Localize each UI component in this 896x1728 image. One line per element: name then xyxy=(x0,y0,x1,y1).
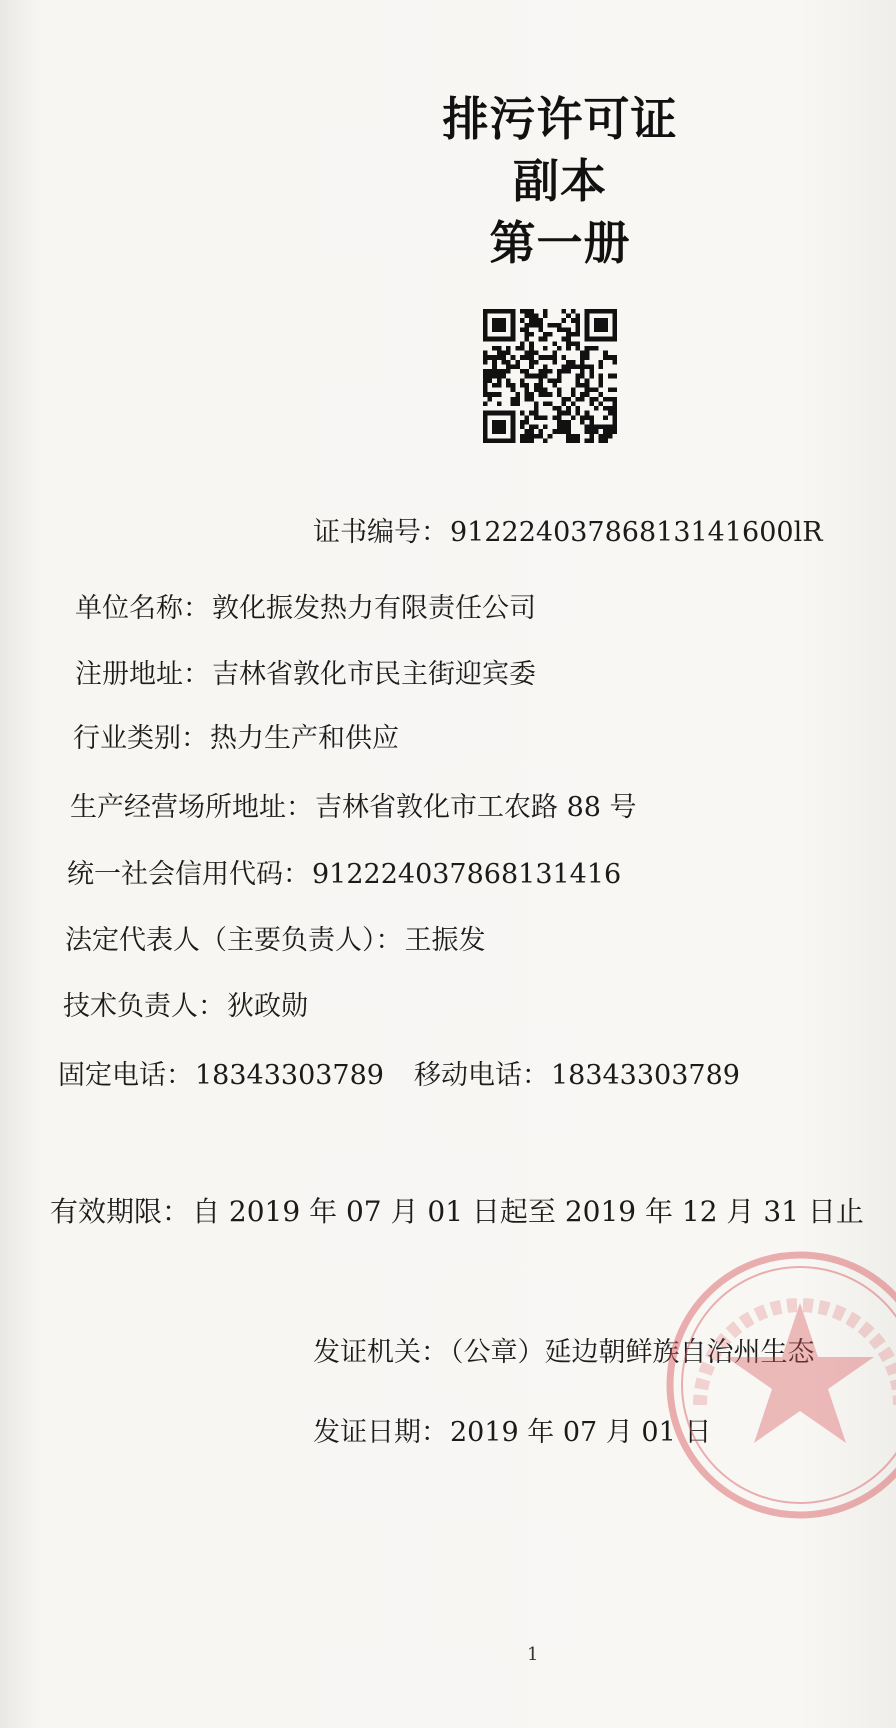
document-title xyxy=(410,88,710,274)
fixed-phone-label: 固定电话： xyxy=(58,1060,193,1091)
validity-value: 自 2019 年 07 月 01 日起至 2019 年 12 月 31 日止 xyxy=(192,1195,864,1228)
official-seal-icon xyxy=(660,1245,896,1525)
site-address-value: 吉林省敦化市工农路 88 号 xyxy=(315,792,637,823)
registered-address-label: 注册地址： xyxy=(75,659,210,690)
certificate-number-value: 91222403786813141600lR xyxy=(450,517,823,548)
issue-date-row xyxy=(313,1410,711,1449)
mobile-phone-value: 18343303789 xyxy=(550,1060,740,1091)
phone-row xyxy=(58,1053,740,1092)
certificate-number-label: 证书编号： xyxy=(313,517,448,548)
credit-code-value: 912224037868131416 xyxy=(312,859,622,890)
registered-address-value: 吉林省敦化市民主街迎宾委 xyxy=(212,659,536,690)
technical-lead-label: 技术负责人： xyxy=(63,991,225,1022)
validity-row xyxy=(50,1190,864,1230)
unit-name-label: 单位名称： xyxy=(75,593,210,624)
title-line-3: 第一册 xyxy=(489,216,631,270)
issue-date-label: 发证日期： xyxy=(313,1417,448,1448)
issuer-value: （公章）延边朝鲜族自治州生态 xyxy=(450,1337,815,1368)
certificate-number-row xyxy=(313,510,823,549)
legal-representative-row xyxy=(65,918,486,957)
unit-name-row xyxy=(75,586,536,625)
title-line-1: 排污许可证 xyxy=(442,92,678,146)
industry-value: 热力生产和供应 xyxy=(210,723,399,754)
issuer-label: 发证机关： xyxy=(313,1337,448,1368)
validity-label: 有效期限： xyxy=(50,1195,191,1228)
industry-label: 行业类别： xyxy=(73,723,208,754)
credit-code-label: 统一社会信用代码： xyxy=(67,859,310,890)
title-line-2: 副本 xyxy=(513,154,607,208)
site-address-row xyxy=(70,785,637,824)
legal-representative-value: 王振发 xyxy=(404,925,486,956)
technical-lead-value: 狄政勋 xyxy=(227,991,308,1022)
issue-date-value: 2019 年 07 月 01 日 xyxy=(450,1417,712,1448)
page-number: 1 xyxy=(527,1644,539,1665)
industry-row xyxy=(73,716,399,755)
legal-representative-label: 法定代表人（主要负责人）： xyxy=(65,925,403,956)
mobile-phone-label: 移动电话： xyxy=(413,1060,549,1091)
credit-code-row xyxy=(67,852,621,891)
qr-code-icon xyxy=(483,309,617,443)
unit-name-value: 敦化振发热力有限责任公司 xyxy=(212,593,536,624)
technical-lead-row xyxy=(63,984,308,1023)
registered-address-row xyxy=(75,652,536,691)
site-address-label: 生产经营场所地址： xyxy=(70,792,313,823)
fixed-phone-value: 18343303789 xyxy=(195,1060,384,1091)
